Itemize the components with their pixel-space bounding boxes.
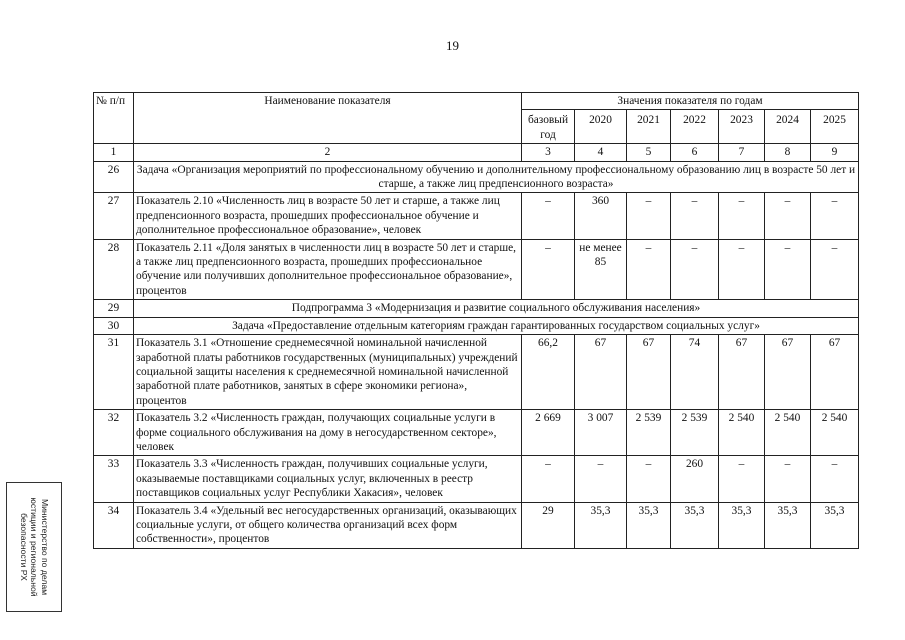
indicator-value: 3 007 [575, 410, 627, 456]
indicator-value: – [627, 456, 671, 502]
header-year: 2025 [811, 110, 859, 144]
indicator-value: 35,3 [765, 502, 811, 548]
column-numbers-row [94, 144, 859, 161]
row-number: 30 [94, 317, 134, 334]
indicator-value: 67 [627, 335, 671, 410]
indicator-value: – [522, 456, 575, 502]
section-title: Задача «Организация мероприятий по профессиональному обучению и дополнительному профессиональному образованию лиц в возрасте 50 лет и старше, а также лиц предпенсионного возраста» [134, 161, 859, 193]
indicator-value: – [765, 239, 811, 300]
header-year: 2024 [765, 110, 811, 144]
indicator-value: не менее 85 [575, 239, 627, 300]
page-number: 19 [446, 38, 459, 53]
indicator-value: – [811, 193, 859, 239]
indicators-table [93, 92, 859, 549]
indicator-name: Показатель 3.2 «Численность граждан, получающих социальные услуги в форме социального обслуживания на дому в негосударственном секторе», человек [134, 410, 522, 456]
indicator-value: – [575, 456, 627, 502]
header-year: 2020 [575, 110, 627, 144]
indicator-row [94, 502, 859, 548]
table-body [94, 161, 859, 548]
indicator-value: – [811, 456, 859, 502]
indicator-value: 67 [719, 335, 765, 410]
indicator-value: 74 [671, 335, 719, 410]
column-number: 1 [94, 144, 134, 161]
column-number: 2 [134, 144, 522, 161]
indicator-value: 35,3 [671, 502, 719, 548]
column-number: 4 [575, 144, 627, 161]
indicator-row [94, 335, 859, 410]
header-values: Значения показателя по годам [522, 93, 859, 110]
indicator-value: 2 540 [765, 410, 811, 456]
indicator-name: Показатель 3.1 «Отношение среднемесячной номинальной начисленной заработной платы работников государственных (муниципальных) учреждений социальной защиты населения к среднемесячной номинальной начисленной заработной плате работников, занятых в сфере экономики региона», процентов [134, 335, 522, 410]
row-number: 33 [94, 456, 134, 502]
column-number: 8 [765, 144, 811, 161]
column-number: 6 [671, 144, 719, 161]
header-year: 2021 [627, 110, 671, 144]
indicator-row [94, 456, 859, 502]
indicator-value: 260 [671, 456, 719, 502]
indicator-value: – [671, 193, 719, 239]
indicator-value: – [522, 193, 575, 239]
indicator-name: Показатель 3.4 «Удельный вес негосударственных организаций, оказывающих социальные услуги, от общего количества организаций всех форм собственности», процентов [134, 502, 522, 548]
indicator-value: – [765, 193, 811, 239]
indicator-row [94, 410, 859, 456]
indicator-row [94, 239, 859, 300]
indicator-value: – [811, 239, 859, 300]
column-number: 9 [811, 144, 859, 161]
row-number: 28 [94, 239, 134, 300]
section-title: Подпрограмма 3 «Модернизация и развитие социального обслуживания населения» [134, 300, 859, 317]
indicator-value: – [522, 239, 575, 300]
row-number: 26 [94, 161, 134, 193]
indicator-value: 35,3 [575, 502, 627, 548]
stamp-line: безопасности РХ [18, 513, 29, 581]
indicator-name: Показатель 2.11 «Доля занятых в численности лиц в возрасте 50 лет и старше, а также лиц предпенсионного возраста, прошедших профессиональное обучение или получивших дополнительное профессиональное образование», процентов [134, 239, 522, 300]
indicator-value: 67 [765, 335, 811, 410]
row-number: 27 [94, 193, 134, 239]
indicator-value: – [719, 193, 765, 239]
indicator-value: 2 539 [627, 410, 671, 456]
indicator-value: – [719, 239, 765, 300]
indicator-value: 35,3 [627, 502, 671, 548]
row-number: 32 [94, 410, 134, 456]
indicator-value: – [627, 193, 671, 239]
indicator-value: 35,3 [811, 502, 859, 548]
header-name: Наименование показателя [134, 93, 522, 144]
indicator-value: – [671, 239, 719, 300]
stamp-line: Министерство по делам [39, 498, 50, 596]
header-year: 2023 [719, 110, 765, 144]
row-number: 34 [94, 502, 134, 548]
header-base-year: базовый год [522, 110, 575, 144]
indicator-value: – [765, 456, 811, 502]
ministry-stamp [6, 482, 62, 612]
indicator-value: 67 [575, 335, 627, 410]
indicator-name: Показатель 2.10 «Численность лиц в возрасте 50 лет и старше, а также лиц предпенсионного возраста, прошедших профессиональное обучение и дополнительное профессиональное образование», человек [134, 193, 522, 239]
indicator-value: – [719, 456, 765, 502]
row-number: 29 [94, 300, 134, 317]
header-num: № п/п [94, 93, 134, 144]
row-number: 31 [94, 335, 134, 410]
indicator-value: 2 540 [719, 410, 765, 456]
indicator-value: 67 [811, 335, 859, 410]
section-row [94, 161, 859, 193]
indicator-value: 35,3 [719, 502, 765, 548]
indicator-value: 66,2 [522, 335, 575, 410]
indicator-value: 29 [522, 502, 575, 548]
column-number: 7 [719, 144, 765, 161]
header-year: 2022 [671, 110, 719, 144]
indicator-value: 360 [575, 193, 627, 239]
indicator-row [94, 193, 859, 239]
section-title: Задача «Предоставление отдельным категориям граждан гарантированных государством социальных услуг» [134, 317, 859, 334]
column-number: 5 [627, 144, 671, 161]
indicator-value: – [627, 239, 671, 300]
indicator-value: 2 539 [671, 410, 719, 456]
section-row [94, 317, 859, 334]
stamp-line: юстиции и региональной [29, 497, 40, 597]
column-number: 3 [522, 144, 575, 161]
indicator-name: Показатель 3.3 «Численность граждан, получивших социальные услуги, оказываемые поставщиками социальных услуг, включенных в реестр поставщиков социальных услуг Республики Хакасия», человек [134, 456, 522, 502]
section-row [94, 300, 859, 317]
indicator-value: 2 669 [522, 410, 575, 456]
indicator-value: 2 540 [811, 410, 859, 456]
